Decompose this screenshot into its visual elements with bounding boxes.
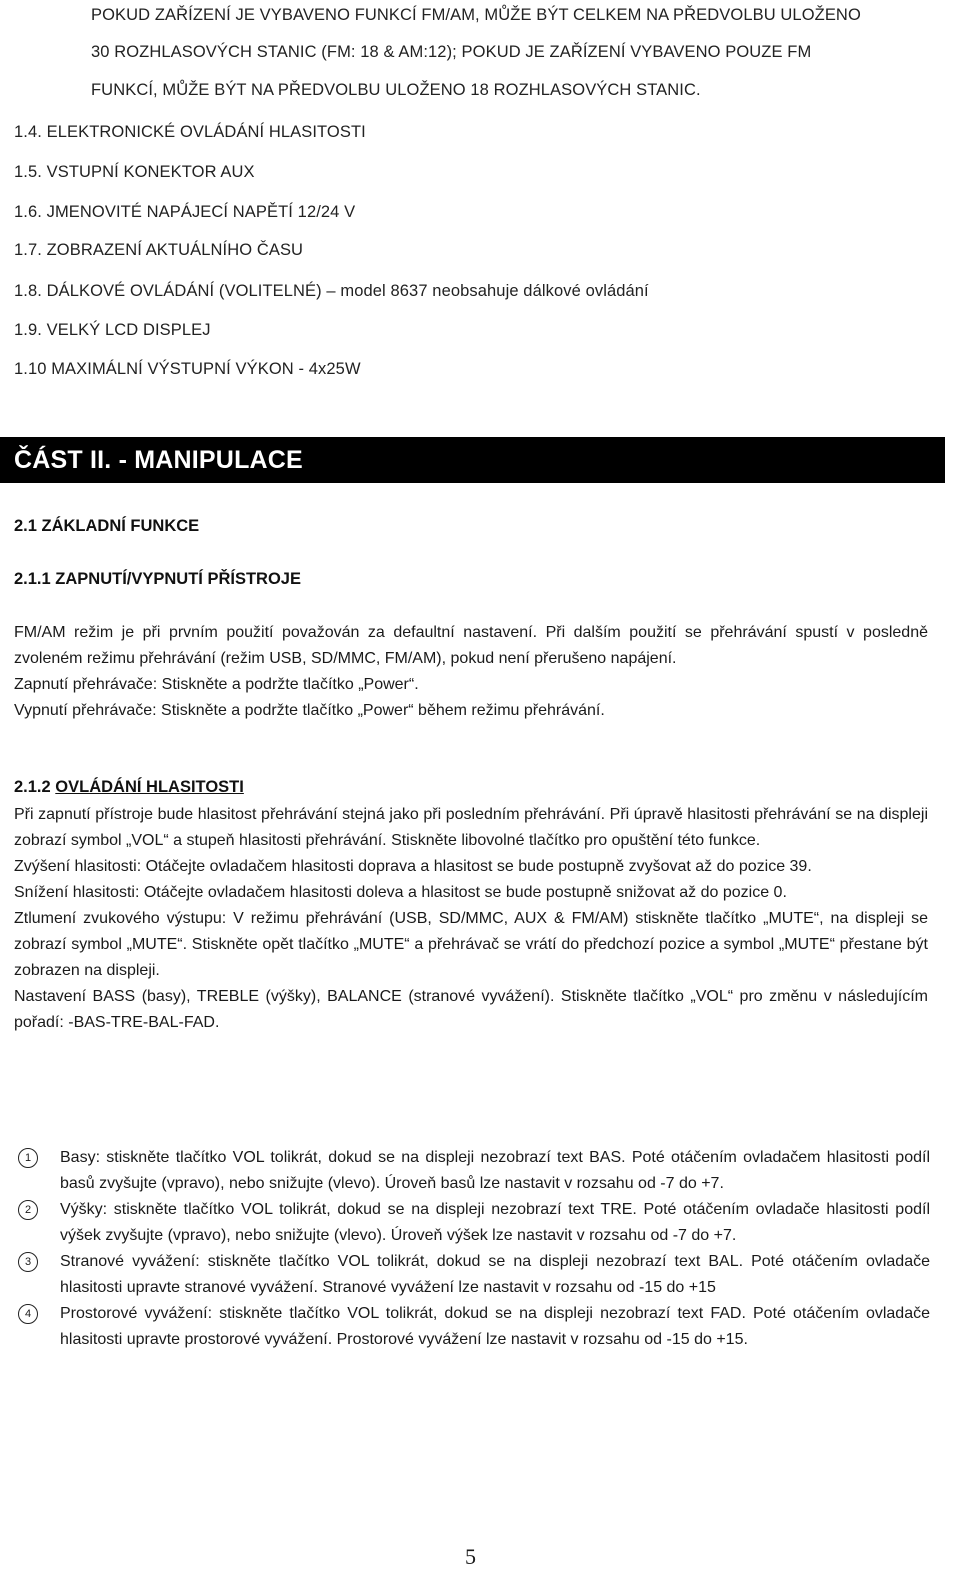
circled-number: 2	[18, 1200, 38, 1220]
list-item	[14, 1197, 930, 1249]
circled-number: 4	[18, 1304, 38, 1324]
intro-line: POKUD ZAŘÍZENÍ JE VYBAVENO FUNKCÍ FM/AM, MŮŽE BÝT CELKEM NA PŘEDVOLBU ULOŽENO	[91, 6, 861, 24]
list-item-text: Prostorové vyvážení: stiskněte tlačítko VOL tolikrát, dokud se na displeji nezobrazí text FAD. Poté otáčením ovladače hlasitosti upravte prostorové vyvážení. Prostorové vyvážení lze nastavit v rozsahu od -15 do +15.	[60, 1305, 930, 1348]
paragraph: Zvýšení hlasitosti: Otáčejte ovladačem hlasitosti doprava a hlasitost se bude postupně zvyšovat až do pozice 39.	[14, 858, 812, 875]
numbered-list	[14, 1145, 930, 1353]
section-title-bar: ČÁST II. - MANIPULACE	[0, 437, 945, 483]
heading-volume-text: OVLÁDÁNÍ HLASITOSTI	[55, 778, 244, 796]
circled-number: 1	[18, 1148, 38, 1168]
spec-item: 1.4. ELEKTRONICKÉ OVLÁDÁNÍ HLASITOSTI	[14, 123, 366, 141]
list-item-text: Výšky: stiskněte tlačítko VOL tolikrát, dokud se na displeji nezobrazí text TRE. Poté otáčením ovladače hlasitosti podíl výšek zvyšujte (vpravo), nebo snižujte (vlevo). Úroveň výšek lze nastavit v rozsahu od -7 do +7.	[60, 1201, 930, 1244]
paragraph: Při zapnutí přístroje bude hlasitost přehrávání stejná jako při posledním přehrávání. Při úpravě hlasitosti přehrávání se na displeji zobrazí symbol „VOL“ a stupeň hlasitosti přehrávání. Stiskněte libovolné tlačítko pro opuštění této funkce.	[14, 806, 928, 849]
heading-power: 2.1.1 ZAPNUTÍ/VYPNUTÍ PŘÍSTROJE	[14, 570, 301, 588]
power-section	[14, 620, 928, 724]
circled-number: 3	[18, 1252, 38, 1272]
spec-item: 1.7. ZOBRAZENÍ AKTUÁLNÍHO ČASU	[14, 241, 304, 259]
page-number: 5	[465, 1544, 476, 1569]
spec-item: 1.9. VELKÝ LCD DISPLEJ	[14, 321, 211, 339]
list-item	[14, 1145, 930, 1197]
spec-item: 1.10 MAXIMÁLNÍ VÝSTUPNÍ VÝKON - 4x25W	[14, 360, 361, 378]
heading-volume-number: 2.1.2	[14, 778, 51, 796]
heading-basic-functions: 2.1 ZÁKLADNÍ FUNKCE	[14, 517, 200, 535]
spec-item: 1.6. JMENOVITÉ NAPÁJECÍ NAPĚTÍ 12/24 V	[14, 203, 356, 221]
heading-volume	[14, 778, 244, 797]
list-item-text: Basy: stiskněte tlačítko VOL tolikrát, dokud se na displeji nezobrazí text BAS. Poté otáčením ovladačem hlasitosti podíl basů zvyšujte (vpravo), nebo snižujte (vlevo). Úroveň basů lze nastavit v rozsahu od -7 do +7.	[60, 1149, 930, 1192]
paragraph: Ztlumení zvukového výstupu: V režimu přehrávání (USB, SD/MMC, AUX & FM/AM) stiskněte tlačítko „MUTE“, na displeji se zobrazí symbol „MUTE“. Stiskněte opět tlačítko „MUTE“ a přehrávač se vrátí do předchozí pozice a symbol „MUTE“ přestane být zobrazen na displeji.	[14, 910, 928, 979]
paragraph: Snížení hlasitosti: Otáčejte ovladačem hlasitosti doleva a hlasitost se bude postupně snižovat až do pozice 0.	[14, 884, 787, 901]
paragraph: Nastavení BASS (basy), TREBLE (výšky), BALANCE (stranové vyvážení). Stiskněte tlačítko „VOL“ pro změnu v následujícím pořadí: -BAS-TRE-BAL-FAD.	[14, 988, 928, 1031]
list-item	[14, 1301, 930, 1353]
volume-section	[14, 802, 928, 1036]
intro-line: 30 ROZHLASOVÝCH STANIC (FM: 18 & AM:12); POKUD JE ZAŘÍZENÍ VYBAVENO POUZE FM	[91, 43, 812, 61]
list-item-text: Stranové vyvážení: stiskněte tlačítko VOL tolikrát, dokud se na displeji nezobrazí text BAL. Poté otáčením ovladače hlasitosti upravte stranové vyvážení. Stranové vyvážení lze nastavit v rozsahu od -15 do +15	[60, 1253, 930, 1296]
paragraph: Zapnutí přehrávače: Stiskněte a podržte tlačítko „Power“.	[14, 676, 419, 693]
paragraph: Vypnutí přehrávače: Stiskněte a podržte tlačítko „Power“ během režimu přehrávání.	[14, 702, 605, 719]
spec-item: 1.8. DÁLKOVÉ OVLÁDÁNÍ (VOLITELNÉ) – model 8637 neobsahuje dálkové ovládání	[14, 282, 649, 300]
paragraph: FM/AM režim je při prvním použití považován za defaultní nastavení. Při dalším použití se přehrávání spustí v posledně zvoleném režimu přehrávání (režim USB, SD/MMC, FM/AM), pokud není přerušeno napájení.	[14, 624, 928, 667]
list-item	[14, 1249, 930, 1301]
intro-line: FUNKCÍ, MŮŽE BÝT NA PŘEDVOLBU ULOŽENO 18 ROZHLASOVÝCH STANIC.	[91, 81, 701, 99]
spec-item: 1.5. VSTUPNÍ KONEKTOR AUX	[14, 163, 255, 181]
